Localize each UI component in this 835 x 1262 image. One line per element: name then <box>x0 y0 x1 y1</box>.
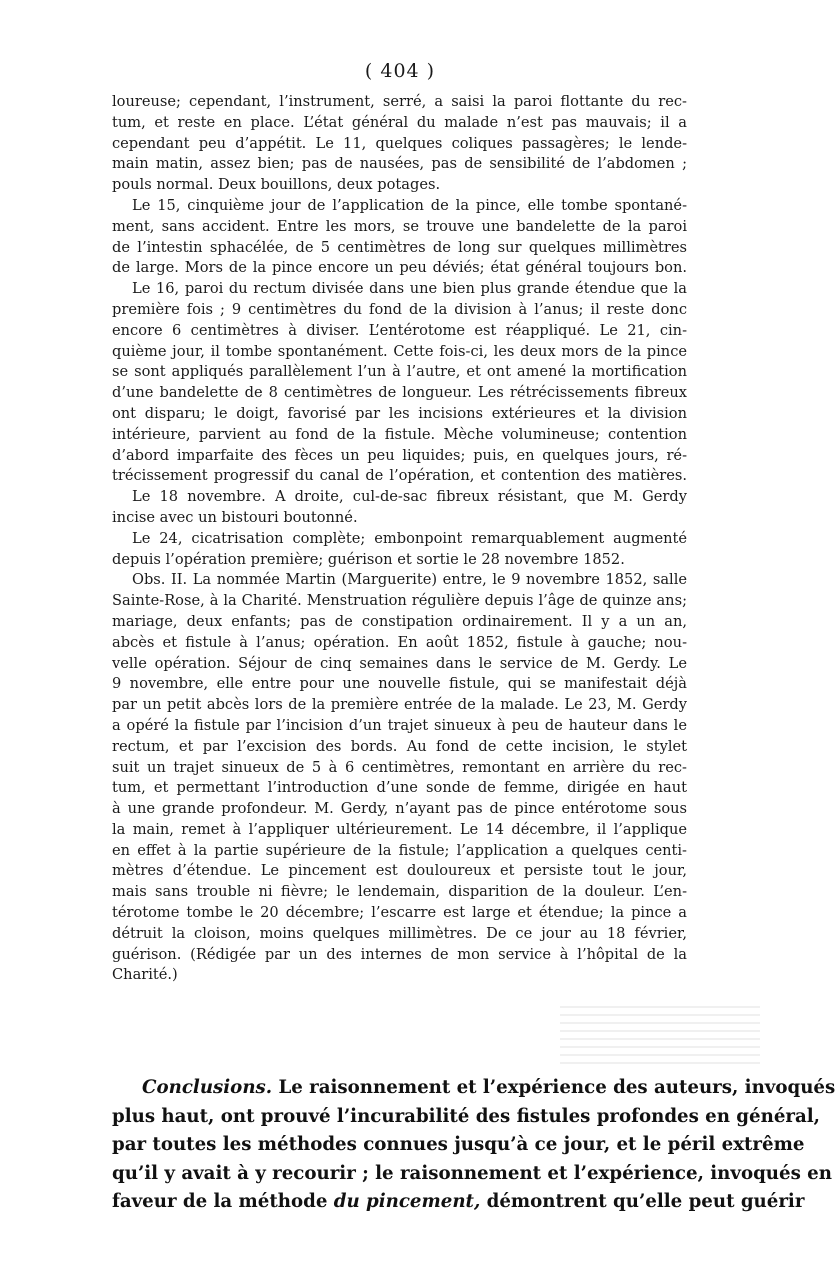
text-line: loureuse; cependant, l’instrument, serré, a saisi la paroi flottante du rec- <box>112 93 687 110</box>
conclusion-text: Le raisonnement et l’expérience des auteurs, invoqués <box>278 1077 835 1098</box>
text-line: mètres d’étendue. Le pincement est douloureux et persiste tout le jour, <box>112 862 687 880</box>
text-line: incise avec un bistouri boutonné. <box>112 508 358 526</box>
text-line: velle opération. Séjour de cinq semaines dans le service de M. Gerdy. Le <box>112 654 687 672</box>
text-line: Le 15, cinquième jour de l’application de la pince, elle tombe spontané- <box>132 196 687 214</box>
conclusion-paragraph <box>112 1074 835 1217</box>
text-line: Le 16, paroi du rectum divisée dans une bien plus grande étendue que la <box>132 280 687 298</box>
text-line: se sont appliqués parallèlement l’un à l’autre, et ont amené la mortification <box>112 363 687 381</box>
text-line: main matin, assez bien; pas de nausées, pas de sensibilité de l’abdomen ; <box>112 155 687 173</box>
conclusion-line-2: plus haut, ont prouvé l’incurabilité des fistules profondes en général, <box>112 1105 820 1127</box>
conclusion-line-4: qu’il y avait à y recourir ; le raisonnement et l’expérience, invoqués en <box>112 1162 832 1184</box>
text-line: térotome tombe le 20 décembre; l’escarre est large et étendue; la pince a <box>112 904 687 922</box>
text-line: Sainte-Rose, à la Charité. Menstruation régulière depuis l’âge de quinze ans; <box>112 592 687 610</box>
text-line: en effet à la partie supérieure de la fistule; l’application a quelques centi- <box>112 841 687 859</box>
text-line: Le 24, cicatrisation complète; embonpoint remarquablement augmenté <box>132 529 687 547</box>
text-line: 9 novembre, elle entre pour une nouvelle fistule, qui se manifestait déjà <box>112 675 687 693</box>
text-line: cependant peu d’appétit. Le 11, quelques coliques passagères; le lende- <box>112 134 687 152</box>
text-line: mariage, deux enfants; pas de constipation ordinairement. Il y a un an, <box>112 612 687 630</box>
text-line: mais sans trouble ni fièvre; le lendemain, disparition de la douleur. L’en- <box>112 883 687 901</box>
text-line: ont disparu; le doigt, favorisé par les incisions extérieures et la division <box>112 404 687 422</box>
text-line: de l’intestin sphacélée, de 5 centimètres de long sur quelques millimètres <box>112 238 687 256</box>
text-line: la main, remet à l’appliquer ultérieurement. Le 14 décembre, il l’applique <box>112 820 687 838</box>
text-line: quième jour, il tombe spontanément. Cette fois-ci, les deux mors de la pince <box>112 342 687 360</box>
text-line: tum, et permettant l’introduction d’une sonde de femme, dirigée en haut <box>112 779 687 797</box>
conclusion-line-3: par toutes les méthodes connues jusqu’à ce jour, et le péril extrême <box>112 1134 805 1155</box>
text-line: suit un trajet sinueux de 5 à 6 centimètres, remontant en arrière du rec- <box>112 758 687 776</box>
text-line: intérieure, parvient au fond de la fistule. Mèche volumineuse; contention <box>112 425 687 443</box>
text-line: première fois ; 9 centimètres du fond de la division à l’anus; il reste donc <box>112 300 687 318</box>
text-line: Obs. II. La nommée Martin (Marguerite) entre, le 9 novembre 1852, salle <box>132 571 687 589</box>
text-line: par un petit abcès lors de la première entrée de la malade. Le 23, M. Gerdy <box>112 696 687 714</box>
text-line: détruit la cloison, moins quelques millimètres. De ce jour au 18 février, <box>112 924 687 942</box>
text-line: trécissement progressif du canal de l’opération, et contention des matières. <box>112 467 687 485</box>
text-line: à une grande profondeur. M. Gerdy, n’ayant pas de pince entérotome sous <box>112 800 687 818</box>
text-line: a opéré la fistule par l’incision d’un trajet sinueux à peu de hauteur dans le <box>112 716 687 734</box>
text-line: guérison. (Rédigée par un des internes de mon service à l’hôpital de la <box>112 945 687 963</box>
text-line: rectum, et par l’excision des bords. Au fond de cette incision, le stylet <box>112 737 687 755</box>
text-line: encore 6 centimètres à diviser. L’entérotome est réappliqué. Le 21, cin- <box>112 321 687 339</box>
text-line: d’abord imparfaite des fèces un peu liquides; puis, en quelques jours, ré- <box>112 446 687 464</box>
show-through-texture <box>560 1006 760 1066</box>
text-line: de large. Mors de la pince encore un peu déviés; état général toujours bon. <box>112 259 687 277</box>
text-line: tum, et reste en place. L’état général du malade n’est pas mauvais; il a <box>112 113 687 131</box>
observation-text <box>112 92 687 986</box>
page-number: ( 404 ) <box>364 60 436 82</box>
conclusion-heading: Conclusions. <box>142 1077 273 1098</box>
conclusion-line-5 <box>112 1188 805 1217</box>
text-line: Charité.) <box>112 966 178 984</box>
conclusion-line-1 <box>112 1074 835 1103</box>
text-line: Le 18 novembre. A droite, cul-de-sac fibreux résistant, que M. Gerdy <box>132 488 687 506</box>
text-line: abcès et fistule à l’anus; opération. En août 1852, fistule à gauche; nou- <box>112 633 687 651</box>
text-line: ment, sans accident. Entre les mors, se trouve une bandelette de la paroi <box>112 217 687 235</box>
conclusion-emphasis: du pincement, <box>333 1191 481 1212</box>
text-line: d’une bandelette de 8 centimètres de longueur. Les rétrécissements fibreux <box>112 384 687 402</box>
conclusion-text: faveur de la méthode <box>112 1191 328 1212</box>
text-line: depuis l’opération première; guérison et sortie le 28 novembre 1852. <box>112 550 625 568</box>
text-line: pouls normal. Deux bouillons, deux potages. <box>112 176 441 194</box>
conclusion-text: démontrent qu’elle peut guérir <box>486 1191 805 1212</box>
